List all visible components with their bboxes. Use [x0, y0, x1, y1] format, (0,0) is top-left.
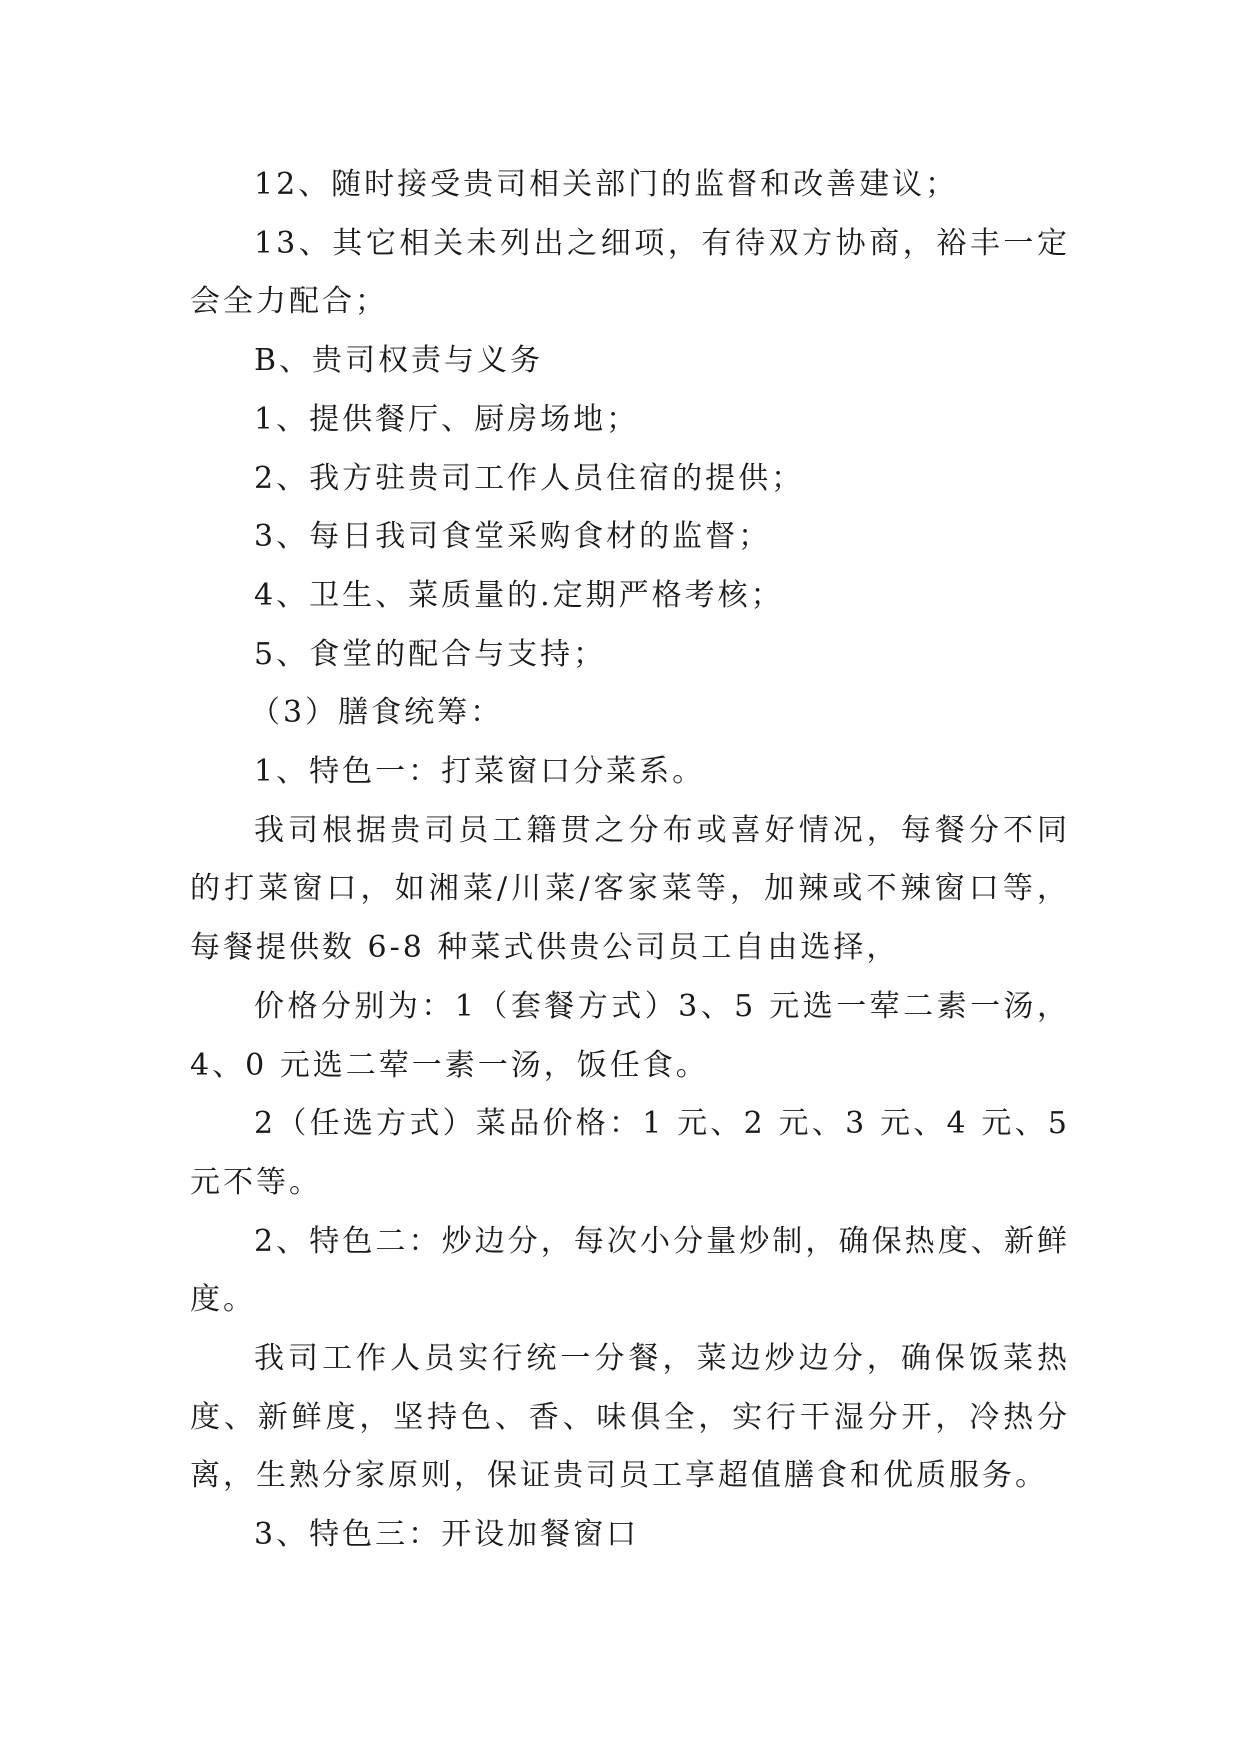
paragraph-item-b4: 4、卫生、菜质量的.定期严格考核；	[254, 577, 784, 613]
price-optional: 2（任选方式）菜品价格：1 元、2 元、3 元、4 元、5 元不等。	[190, 1106, 1070, 1200]
feature-three-heading: 3、特色三：开设加餐窗口	[254, 1517, 640, 1553]
paragraph-item-b2: 2、我方驻贵司工作人员住宿的提供；	[254, 460, 805, 496]
section-heading-b: B、贵司权责与义务	[254, 343, 544, 379]
paragraph-item-b3: 3、每日我司食堂采购食材的监督；	[254, 519, 772, 555]
paragraph-item-12: 12、随时接受贵司相关部门的监督和改善建议；	[254, 167, 959, 202]
feature-two-heading: 2、特色二：炒边分，每次小分量炒制，确保热度、新鲜度。	[190, 1223, 1070, 1318]
price-set-meal: 价格分别为：1（套餐方式）3、5 元选一荤二素一汤，4、0 元选二荤一素一汤，饭任食。	[190, 988, 1070, 1083]
paragraph-item-b1: 1、提供餐厅、厨房场地；	[254, 401, 640, 437]
paragraph-item-13: 13、其它相关未列出之细项，有待双方协商，裕丰一定会全力配合；	[190, 225, 1070, 320]
paragraph-item-b5: 5、食堂的配合与支持；	[254, 636, 607, 672]
feature-one-description: 我司根据贵司员工籍贯之分布或喜好情况，每餐分不同的打菜窗口，如湘菜/川菜/客家菜等，加辣或不辣窗口等，每餐提供数 6-8 种菜式供贵公司员工自由选择，	[190, 812, 1070, 966]
document-body	[190, 156, 1070, 1565]
feature-two-description: 我司工作人员实行统一分餐，菜边炒边分，确保饭菜热度、新鲜度，坚持色、香、味俱全，实行干湿分开，冷热分离，生熟分家原则，保证贵司员工享超值膳食和优质服务。	[190, 1341, 1070, 1494]
feature-one-heading: 1、特色一：打菜窗口分菜系。	[254, 754, 706, 790]
section-heading-3: （3）膳食统筹：	[250, 695, 504, 731]
